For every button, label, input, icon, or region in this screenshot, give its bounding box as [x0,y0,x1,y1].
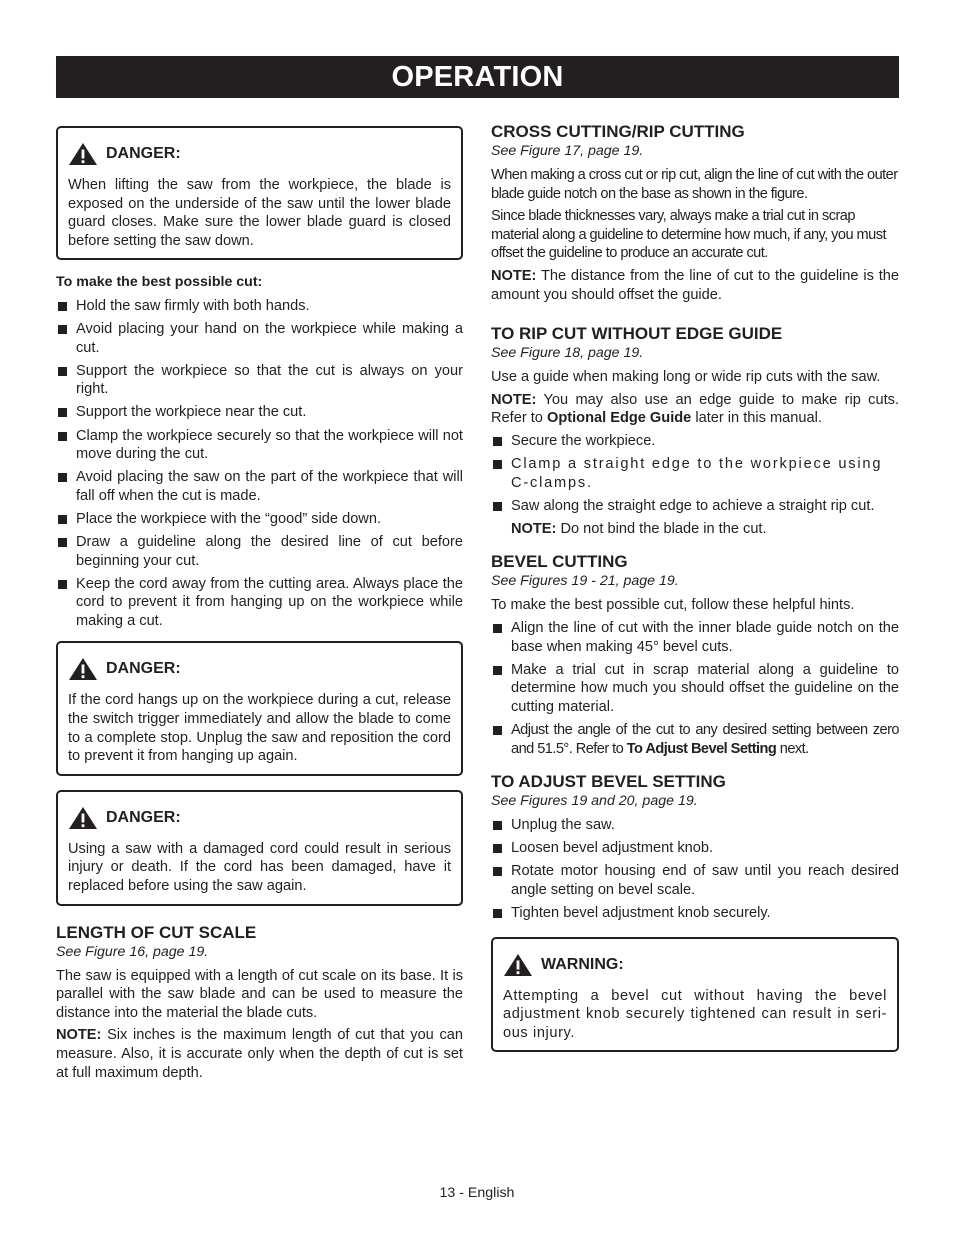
list-item: Secure the workpiece. [491,432,899,451]
warning-box-bevel [491,937,899,1053]
best-cut-list [56,297,463,631]
list-item: Rotate motor housing end of saw until you reach desired angle setting on bevel scale. [491,862,899,899]
list-item: Draw a guideline along the desired line of cut before beginning your cut. [56,533,463,570]
bullet-square-icon [493,844,502,853]
bullet-square-icon [493,502,502,511]
list-item: Saw along the straight edge to achieve a straight rip cut. [491,497,899,516]
figure-reference: See Figures 19 and 20, page 19. [491,793,698,810]
danger-label: DANGER: [106,145,181,162]
bullet-square-icon [493,460,502,469]
section-heading-rip-cut: TO RIP CUT WITHOUT EDGE GUIDE [491,324,783,344]
left-column [56,126,463,1082]
figure-reference: See Figure 18, page 19. [491,345,644,362]
section-heading-adjust-bevel: TO ADJUST BEVEL SETTING [491,772,726,792]
bullet-square-icon [58,302,67,311]
bullet-square-icon [493,821,502,830]
section-heading-bevel-cutting: BEVEL CUTTING [491,552,628,572]
note-paragraph: NOTE: The distance from the line of cut to the guideline is the amount you should offset the guide. [491,267,899,303]
list-item: Clamp a straight edge to the workpiece using C-clamps. [491,455,899,492]
danger-box-damaged-cord [56,790,463,906]
bullet-square-icon [493,624,502,633]
right-column [491,122,899,1052]
warning-heading [503,953,887,977]
paragraph: When making a cross cut or rip cut, align the line of cut with the outer blade guide notch on the base as shown in the figure. [491,167,898,202]
page-number: 13 - English [439,1185,515,1201]
warning-triangle-icon [68,806,98,830]
danger-box-cord-hangs [56,641,463,775]
list-item: Place the workpiece with the “good” side down. [56,510,463,529]
bullet-square-icon [58,408,67,417]
list-item: Adjust the angle of the cut to any desired setting between zero and 51.5°. Refer to To Adjust Bevel Setting next. [491,721,899,758]
paragraph: Since blade thicknesses vary, always make a trial cut in scrap material along a guideline to determine how much, if any, you must offset the guideline to produce an accurate cut. [491,208,886,262]
note-paragraph: NOTE: Do not bind the blade in the cut. [511,520,767,537]
warning-text: Attempting a bevel cut without having the bevel adjustment knob securely tightened can result in seri-ous injury. [503,987,887,1041]
bullet-square-icon [58,580,67,589]
danger-heading [68,142,451,166]
list-item: Hold the saw firmly with both hands. [56,297,463,316]
bullet-square-icon [58,432,67,441]
section-heading-cross-cutting: CROSS CUTTING/RIP CUTTING [491,122,745,141]
paragraph: Use a guide when making long or wide rip cuts with the saw. [491,369,881,386]
warning-triangle-icon [68,657,98,681]
bullet-square-icon [58,515,67,524]
list-item: Align the line of cut with the inner blade guide notch on the base when making 45° bevel cuts. [491,619,899,656]
warning-label: WARNING: [541,955,624,973]
note-paragraph: NOTE: You may also use an edge guide to make rip cuts. Refer to Optional Edge Guide later in this manual. [491,391,899,427]
list-item: Support the workpiece near the cut. [56,403,463,422]
list-item: Make a trial cut in scrap material along a guideline to determine how much you should offset the guideline on the cutting material. [491,661,899,717]
figure-reference: See Figures 19 - 21, page 19. [491,573,679,590]
danger-text: When lifting the saw from the workpiece, the blade is exposed on the underside of the saw until the lower blade guard closes. Make sure the lower blade guard is closed before setting the saw down. [68,177,451,249]
danger-text: Using a saw with a damaged cord could result in serious injury or death. If the cord has been damaged, have it replaced before using the saw again. [68,840,451,895]
page-title: OPERATION [56,56,899,98]
danger-text: If the cord hangs up on the workpiece during a cut, release the switch trigger immediately and allow the blade to come to a complete stop. Unplug the saw and reposition the cord to prevent it from hanging up again. [68,692,451,765]
warning-triangle-icon [68,142,98,166]
bevel-cutting-list [491,619,899,758]
list-item: Avoid placing the saw on the part of the workpiece that will fall off when the cut is made. [56,468,463,505]
figure-reference: See Figure 16, page 19. [56,943,209,960]
bullet-square-icon [493,437,502,446]
list-item: Keep the cord away from the cutting area. Always place the cord to prevent it from hanging up on the workpiece while making a cut. [56,575,463,631]
list-item: Unplug the saw. [491,816,899,835]
bullet-square-icon [58,473,67,482]
bullet-square-icon [58,367,67,376]
list-item: Support the workpiece so that the cut is always on your right. [56,362,463,399]
bullet-square-icon [493,666,502,675]
bullet-square-icon [58,325,67,334]
adjust-bevel-list [491,816,899,922]
figure-reference: See Figure 17, page 19. [491,143,644,159]
bullet-square-icon [493,726,502,735]
bullet-square-icon [58,538,67,547]
list-item: Clamp the workpiece securely so that the workpiece will not move during the cut. [56,427,463,464]
danger-heading [68,806,451,830]
list-item: Loosen bevel adjustment knob. [491,839,899,858]
note-paragraph: NOTE: Six inches is the maximum length of cut that you can measure. Also, it is accurate only when the depth of cut is set at full maximum depth. [56,1027,463,1081]
danger-box-lifting [56,126,463,260]
paragraph: The saw is equipped with a length of cut scale on its base. It is parallel with the saw blade and can be used to measure the distance into the material the blade cuts. [56,967,463,1021]
paragraph: To make the best possible cut, follow these helpful hints. [491,597,855,614]
rip-cut-list [491,432,899,515]
list-item: Avoid placing your hand on the workpiece while making a cut. [56,320,463,357]
section-heading-length-of-cut: LENGTH OF CUT SCALE [56,922,257,942]
bullet-square-icon [493,909,502,918]
warning-triangle-icon [503,953,533,977]
bullet-square-icon [493,867,502,876]
list-item: Tighten bevel adjustment knob securely. [491,904,899,923]
best-cut-heading: To make the best possible cut: [56,274,263,291]
danger-heading [68,657,451,681]
danger-label: DANGER: [106,808,181,826]
danger-label: DANGER: [106,660,181,678]
